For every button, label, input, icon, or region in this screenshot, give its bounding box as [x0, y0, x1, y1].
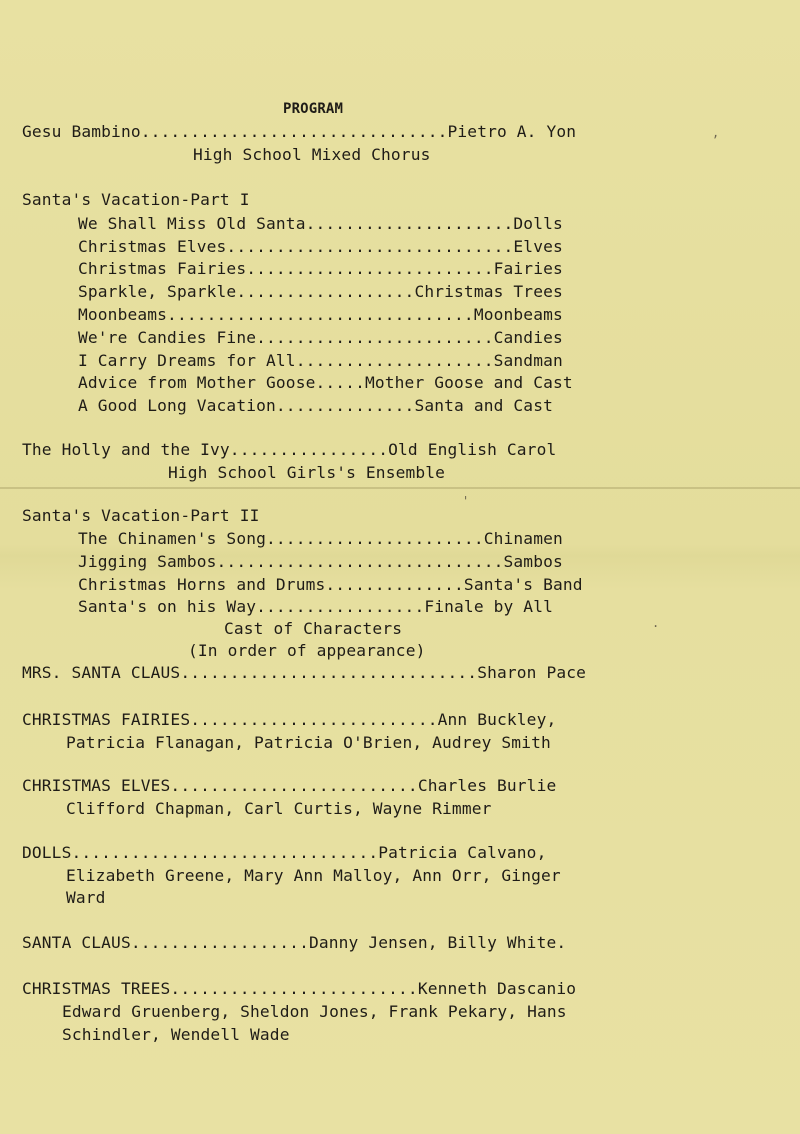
cast-subheading: (In order of appearance): [188, 641, 426, 660]
part1-item: We're Candies Fine........................Candies: [78, 328, 563, 347]
part2-item: The Chinamen's Song......................Chinamen: [78, 529, 563, 548]
part2-item: Jigging Sambos.............................Sambos: [78, 552, 563, 571]
part1-item: Advice from Mother Goose.....Mother Goose and Cast: [78, 373, 573, 392]
paper-fold: [0, 487, 800, 489]
part2-item: Santa's on his Way.................Finale by All: [78, 597, 553, 616]
cast-entry-line: Ward: [66, 888, 106, 907]
cast-entry-line: CHRISTMAS FAIRIES.........................Ann Buckley,: [22, 710, 557, 729]
cast-entry-line: MRS. SANTA CLAUS..............................Sharon Pace: [22, 663, 587, 682]
program-heading: PROGRAM: [283, 101, 344, 117]
part1-title: Santa's Vacation-Part I: [22, 190, 250, 209]
holly-ivy-line: The Holly and the Ivy................Old English Carol: [22, 440, 557, 459]
holly-ivy-performer: High School Girls's Ensemble: [168, 463, 446, 482]
stray-mark: .: [652, 616, 660, 630]
cast-entry-line: CHRISTMAS TREES.........................Kenneth Dascanio: [22, 979, 577, 998]
cast-entry-line: Elizabeth Greene, Mary Ann Malloy, Ann Orr, Ginger: [66, 866, 561, 885]
gesu-bambino-line: Gesu Bambino...............................Pietro A. Yon: [22, 122, 577, 141]
part1-item: Christmas Fairies.........................Fairies: [78, 259, 563, 278]
cast-entry-line: Patricia Flanagan, Patricia O'Brien, Audrey Smith: [66, 733, 551, 752]
cast-entry-line: CHRISTMAS ELVES.........................Charles Burlie: [22, 776, 557, 795]
cast-entry-line: Schindler, Wendell Wade: [62, 1025, 290, 1044]
part2-title: Santa's Vacation-Part II: [22, 506, 260, 525]
stray-mark: ': [462, 494, 470, 508]
part1-item: Moonbeams...............................Moonbeams: [78, 305, 563, 324]
gesu-bambino-performer: High School Mixed Chorus: [193, 145, 431, 164]
cast-entry-line: SANTA CLAUS..................Danny Jensen, Billy White.: [22, 933, 567, 952]
part1-item: We Shall Miss Old Santa.....................Dolls: [78, 214, 563, 233]
part2-item: Christmas Horns and Drums..............Santa's Band: [78, 575, 583, 594]
part1-item: Sparkle, Sparkle..................Christmas Trees: [78, 282, 563, 301]
part1-item: A Good Long Vacation..............Santa and Cast: [78, 396, 553, 415]
part1-item: Christmas Elves.............................Elves: [78, 237, 563, 256]
cast-entry-line: DOLLS...............................Patricia Calvano,: [22, 843, 547, 862]
cast-entry-line: Clifford Chapman, Carl Curtis, Wayne Rimmer: [66, 799, 492, 818]
cast-entry-line: Edward Gruenberg, Sheldon Jones, Frank Pekary, Hans: [62, 1002, 567, 1021]
stray-mark: ,: [712, 126, 720, 140]
part1-item: I Carry Dreams for All....................Sandman: [78, 351, 563, 370]
cast-heading: Cast of Characters: [224, 619, 403, 638]
